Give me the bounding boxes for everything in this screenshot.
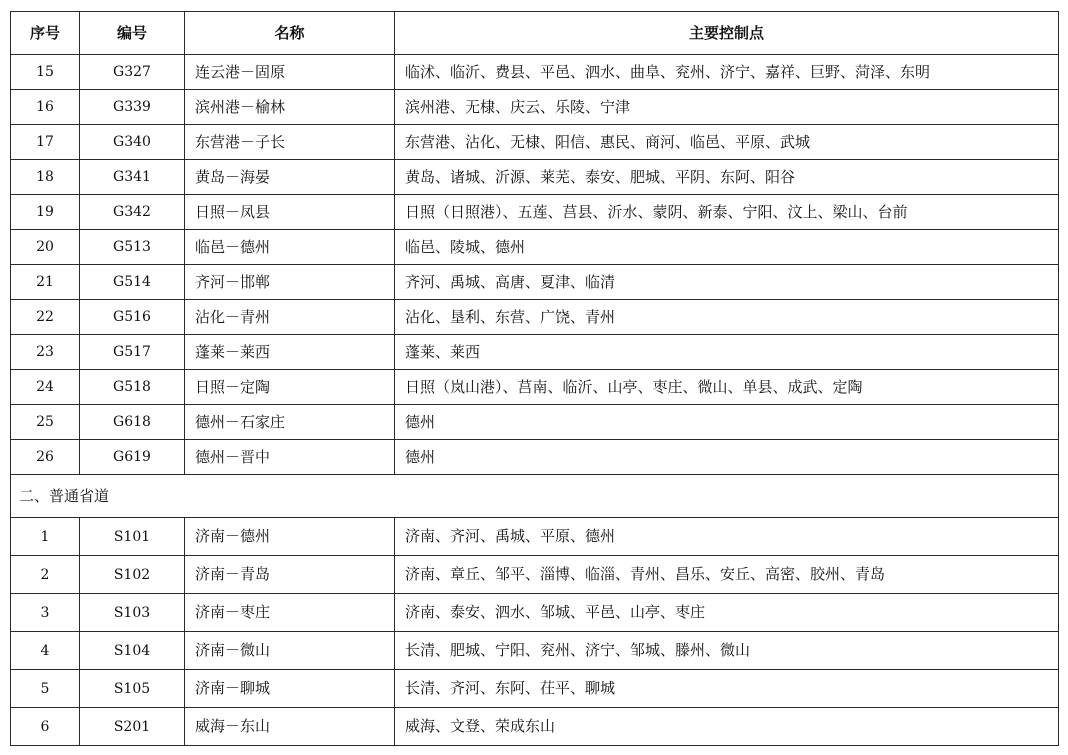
table-row [11,708,1059,746]
route-code: G517 [80,335,185,370]
route-name: 日照－定陶 [185,370,395,405]
route-name: 沾化－青州 [185,300,395,335]
control-points: 齐河、禹城、高唐、夏津、临清 [395,265,1059,300]
control-points: 长清、肥城、宁阳、兖州、济宁、邹城、滕州、微山 [395,632,1059,670]
row-index: 4 [11,632,80,670]
route-name: 临邑－德州 [185,230,395,265]
national-road-rows [11,55,1059,475]
route-code: G518 [80,370,185,405]
table-row [11,670,1059,708]
section-heading: 二、普通省道 [11,475,1059,518]
table-row [11,55,1059,90]
route-code: G327 [80,55,185,90]
route-code: G516 [80,300,185,335]
table-row [11,405,1059,440]
route-name: 齐河－邯郸 [185,265,395,300]
table-header-row [11,12,1059,55]
row-index: 24 [11,370,80,405]
route-name: 济南－德州 [185,518,395,556]
route-code: S201 [80,708,185,746]
control-points: 日照（日照港）、五莲、莒县、沂水、蒙阴、新泰、宁阳、汶上、梁山、台前 [395,195,1059,230]
table-row [11,594,1059,632]
route-code: G514 [80,265,185,300]
control-points: 日照（岚山港）、莒南、临沂、山亭、枣庄、微山、单县、成武、定陶 [395,370,1059,405]
table-row [11,90,1059,125]
route-code: S102 [80,556,185,594]
row-index: 22 [11,300,80,335]
section-heading-body [11,475,1059,518]
control-points: 临邑、陵城、德州 [395,230,1059,265]
control-points: 济南、章丘、邹平、淄博、临淄、青州、昌乐、安丘、高密、胶州、青岛 [395,556,1059,594]
route-code: S105 [80,670,185,708]
row-index: 25 [11,405,80,440]
control-points: 黄岛、诸城、沂源、莱芜、泰安、肥城、平阴、东阿、阳谷 [395,160,1059,195]
row-index: 21 [11,265,80,300]
control-points: 济南、泰安、泗水、邹城、平邑、山亭、枣庄 [395,594,1059,632]
row-index: 16 [11,90,80,125]
route-name: 连云港－固原 [185,55,395,90]
row-index: 3 [11,594,80,632]
route-code: G619 [80,440,185,475]
route-name: 德州－石家庄 [185,405,395,440]
route-name: 济南－微山 [185,632,395,670]
control-points: 济南、齐河、禹城、平原、德州 [395,518,1059,556]
header-name: 名称 [185,12,395,55]
route-code: S104 [80,632,185,670]
control-points: 滨州港、无棣、庆云、乐陵、宁津 [395,90,1059,125]
row-index: 15 [11,55,80,90]
table-row [11,335,1059,370]
header-control-points: 主要控制点 [395,12,1059,55]
header-code: 编号 [80,12,185,55]
row-index: 26 [11,440,80,475]
control-points: 威海、文登、荣成东山 [395,708,1059,746]
route-code: G339 [80,90,185,125]
row-index: 19 [11,195,80,230]
row-index: 2 [11,556,80,594]
route-code: G513 [80,230,185,265]
row-index: 18 [11,160,80,195]
control-points: 临沭、临沂、费县、平邑、泗水、曲阜、兖州、济宁、嘉祥、巨野、菏泽、东明 [395,55,1059,90]
table-row [11,160,1059,195]
route-name: 黄岛－海晏 [185,160,395,195]
route-name: 威海－东山 [185,708,395,746]
route-name: 济南－青岛 [185,556,395,594]
row-index: 23 [11,335,80,370]
route-name: 济南－聊城 [185,670,395,708]
table-row [11,370,1059,405]
control-points: 蓬莱、莱西 [395,335,1059,370]
control-points: 东营港、沾化、无棣、阳信、惠民、商河、临邑、平原、武城 [395,125,1059,160]
header-index: 序号 [11,12,80,55]
table-row [11,265,1059,300]
table-row [11,632,1059,670]
row-index: 17 [11,125,80,160]
route-code: G342 [80,195,185,230]
route-table [10,11,1059,746]
route-name: 日照－凤县 [185,195,395,230]
row-index: 1 [11,518,80,556]
section-heading-row [11,475,1059,518]
table-row [11,556,1059,594]
control-points: 长清、齐河、东阿、茌平、聊城 [395,670,1059,708]
control-points: 德州 [395,440,1059,475]
route-name: 济南－枣庄 [185,594,395,632]
table-row [11,440,1059,475]
route-code: S101 [80,518,185,556]
table-row [11,230,1059,265]
route-code: S103 [80,594,185,632]
route-name: 德州－晋中 [185,440,395,475]
control-points: 沾化、垦利、东营、广饶、青州 [395,300,1059,335]
provincial-road-rows [11,518,1059,746]
route-code: G618 [80,405,185,440]
row-index: 6 [11,708,80,746]
route-name: 蓬莱－莱西 [185,335,395,370]
route-name: 东营港－子长 [185,125,395,160]
route-code: G341 [80,160,185,195]
table-row [11,518,1059,556]
route-name: 滨州港－榆林 [185,90,395,125]
row-index: 20 [11,230,80,265]
control-points: 德州 [395,405,1059,440]
route-code: G340 [80,125,185,160]
row-index: 5 [11,670,80,708]
table-row [11,300,1059,335]
table-row [11,125,1059,160]
table-row [11,195,1059,230]
